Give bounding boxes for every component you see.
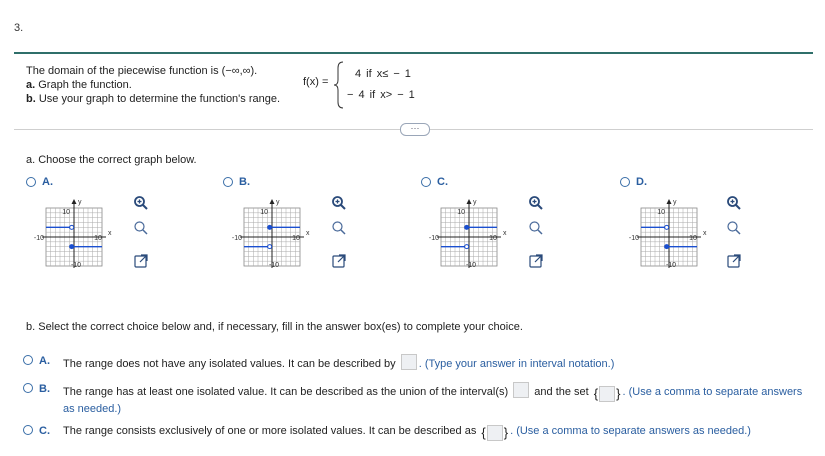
radio-range-a[interactable] <box>23 355 33 365</box>
isolated-set-braces: { } <box>481 425 509 440</box>
zoom-out-icon[interactable] <box>331 220 347 236</box>
option-b-label: B. <box>239 176 250 188</box>
y-tick-label: 10 <box>457 209 465 216</box>
graph-d[interactable] <box>628 194 707 274</box>
y-axis-label: y <box>276 199 280 206</box>
x-tick-label: 10 <box>489 235 497 242</box>
problem-line-1: The domain of the piecewise function is (−∞,∞). <box>26 65 258 77</box>
range-option-c-text <box>63 424 751 441</box>
range-option-b-text <box>63 382 808 417</box>
graph-option-a[interactable] <box>26 176 53 188</box>
upper-endpoint <box>465 225 469 229</box>
problem-line-2 <box>26 78 280 92</box>
part-a-prompt: a. Choose the correct graph below. <box>26 154 197 166</box>
radio-b[interactable] <box>223 177 233 187</box>
y-tick-label: 10 <box>260 209 268 216</box>
range-option-a-desc: The range does not have any isolated values. It can be described by <box>63 358 396 370</box>
upper-endpoint <box>70 225 74 229</box>
x-axis-label: x <box>108 230 112 237</box>
option-c-label: C. <box>437 176 448 188</box>
y-arrow-icon <box>72 199 77 204</box>
radio-a[interactable] <box>26 177 36 187</box>
x-axis-label: x <box>503 230 507 237</box>
radio-range-b[interactable] <box>23 383 33 393</box>
x-tick-label: 10 <box>689 235 697 242</box>
x-tick-label: 10 <box>94 235 102 242</box>
graph-option-b[interactable] <box>223 176 250 188</box>
interval-answer-box[interactable] <box>401 354 417 370</box>
radio-c[interactable] <box>421 177 431 187</box>
upper-endpoint <box>665 225 669 229</box>
zoom-out-icon[interactable] <box>726 220 742 236</box>
piece-case-2: − 4 if x> − 1 <box>347 89 415 101</box>
part-a-instruction: Graph the function. <box>35 79 132 91</box>
option-d-label: D. <box>636 176 647 188</box>
x-neg-tick-label: -10 <box>231 235 242 242</box>
range-option-b-set-text: and the set <box>534 386 589 398</box>
x-tick-label: 10 <box>292 235 300 242</box>
zoom-in-icon[interactable] <box>133 195 149 211</box>
problem-line-3 <box>26 92 280 106</box>
question-number: 3. <box>14 22 24 34</box>
range-option-b-hint-cont: as needed.) <box>63 402 122 415</box>
range-option-b-label: B. <box>39 383 50 395</box>
graph-a[interactable] <box>33 194 112 274</box>
graph-option-c[interactable] <box>421 176 448 188</box>
radio-d[interactable] <box>620 177 630 187</box>
problem-statement <box>26 64 280 106</box>
range-option-a[interactable] <box>23 354 813 370</box>
union-interval-answer-box[interactable] <box>513 382 529 398</box>
upper-endpoint <box>268 225 272 229</box>
y-arrow-icon <box>667 199 672 204</box>
lower-endpoint <box>465 245 469 249</box>
y-axis-label: y <box>473 199 477 206</box>
y-neg-tick-label: -10 <box>665 262 677 269</box>
open-graph-icon[interactable] <box>726 253 742 269</box>
y-neg-tick-label: -10 <box>268 262 280 269</box>
range-option-b-hint: . (Use a comma to separate answers <box>622 386 803 398</box>
lower-endpoint <box>268 245 272 249</box>
open-graph-icon[interactable] <box>528 253 544 269</box>
zoom-in-icon[interactable] <box>528 195 544 211</box>
x-axis-label: x <box>306 230 310 237</box>
graph-c[interactable] <box>428 194 507 274</box>
range-option-c-hint: . (Use a comma to separate answers as needed.) <box>510 425 751 437</box>
lower-endpoint <box>70 245 74 249</box>
expand-button[interactable]: ··· <box>400 123 430 136</box>
part-b-prompt: b. Select the correct choice below and, if necessary, fill in the answer box(es) to complete your choice. <box>26 321 523 333</box>
radio-range-c[interactable] <box>23 425 33 435</box>
open-graph-icon[interactable] <box>331 253 347 269</box>
zoom-in-icon[interactable] <box>726 195 742 211</box>
y-neg-tick-label: -10 <box>465 262 477 269</box>
function-label: f(x) = <box>303 76 329 88</box>
y-arrow-icon <box>467 199 472 204</box>
range-option-b[interactable] <box>23 382 813 416</box>
part-a-marker: a. <box>26 79 36 91</box>
range-option-c-label: C. <box>39 425 50 437</box>
isolated-set-answer-box[interactable] <box>487 425 503 441</box>
y-tick-label: 10 <box>657 209 665 216</box>
set-answer-box[interactable] <box>599 386 615 402</box>
y-tick-label: 10 <box>62 209 70 216</box>
piecewise-brace-icon <box>332 60 346 110</box>
y-axis-label: y <box>78 199 82 206</box>
part-b-marker: b. <box>26 93 36 105</box>
option-a-label: A. <box>42 176 53 188</box>
range-option-b-desc: The range has at least one isolated value. It can be described as the union of the interval(s) <box>63 386 509 398</box>
graph-option-d[interactable] <box>620 176 647 188</box>
top-divider <box>14 52 813 54</box>
y-neg-tick-label: -10 <box>70 262 82 269</box>
y-arrow-icon <box>270 199 275 204</box>
range-option-a-label: A. <box>39 355 50 367</box>
zoom-out-icon[interactable] <box>528 220 544 236</box>
graph-b[interactable] <box>231 194 310 274</box>
y-axis-label: y <box>673 199 677 206</box>
range-option-c[interactable] <box>23 424 813 440</box>
piece-case-1: 4 if x≤ − 1 <box>355 68 411 80</box>
range-option-a-text <box>63 354 614 372</box>
x-axis-label: x <box>703 230 707 237</box>
range-option-a-hint: . (Type your answer in interval notation.) <box>418 358 615 370</box>
x-neg-tick-label: -10 <box>428 235 439 242</box>
part-b-instruction: Use your graph to determine the function's range. <box>35 93 281 105</box>
x-neg-tick-label: -10 <box>628 235 639 242</box>
x-neg-tick-label: -10 <box>33 235 44 242</box>
zoom-out-icon[interactable] <box>133 220 149 236</box>
zoom-in-icon[interactable] <box>331 195 347 211</box>
range-option-c-desc: The range consists exclusively of one or more isolated values. It can be described as <box>63 425 477 437</box>
lower-endpoint <box>665 245 669 249</box>
set-answer-braces: { } <box>593 386 621 401</box>
open-graph-icon[interactable] <box>133 253 149 269</box>
